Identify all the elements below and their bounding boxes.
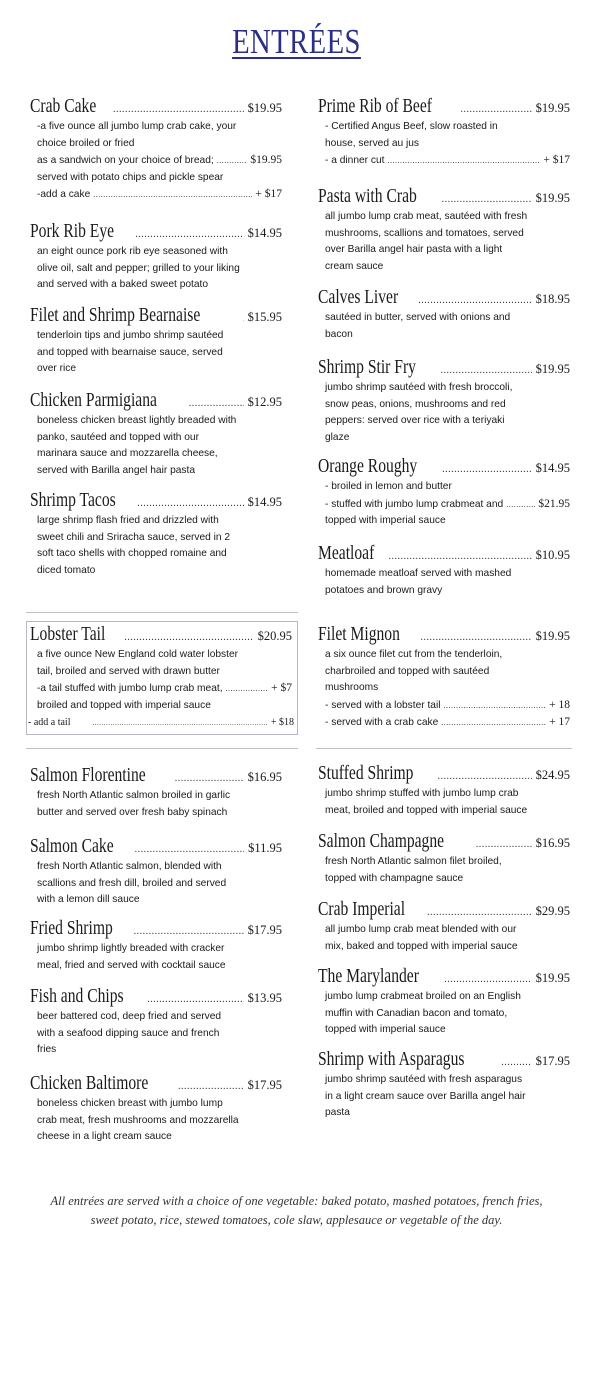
menu-item-header bbox=[30, 221, 282, 243]
menu-item-chicken-parmigiana bbox=[30, 390, 282, 479]
menu-item-header bbox=[30, 490, 282, 512]
dot-leader bbox=[178, 1081, 244, 1092]
description-line: scallions and fresh dill, broiled and served bbox=[37, 877, 227, 889]
menu-item-name: Chicken Baltimore bbox=[30, 1073, 149, 1094]
menu-item-name: Pasta with Crab bbox=[318, 186, 417, 207]
description-line: beer battered cod, deep fried and served bbox=[37, 1011, 222, 1022]
description-line bbox=[325, 714, 570, 732]
menu-item-description bbox=[325, 647, 570, 732]
menu-item-description bbox=[37, 513, 282, 579]
description-line: served with potato chips and pickle spear bbox=[37, 171, 224, 183]
menu-item-filet-and-shrimp-bearnaise bbox=[30, 305, 282, 378]
menu-item-pasta-with-crab bbox=[318, 186, 570, 275]
page-title: ENTRÉES bbox=[232, 22, 361, 61]
description-line bbox=[37, 152, 282, 170]
dot-leader bbox=[476, 839, 532, 850]
option-price: $21.95 bbox=[538, 497, 570, 510]
description-line: butter and served over fresh baby spinach bbox=[37, 806, 228, 818]
menu-item-description bbox=[37, 413, 282, 479]
dot-leader bbox=[441, 365, 532, 376]
menu-item-name: The Marylander bbox=[318, 966, 419, 987]
menu-item-description bbox=[325, 479, 570, 530]
menu-item-price: $17.95 bbox=[535, 1054, 570, 1068]
dot-leader bbox=[461, 104, 532, 115]
menu-item-price: $14.95 bbox=[247, 226, 282, 240]
menu-item-description bbox=[325, 854, 570, 887]
menu-item-name: Salmon Champagne bbox=[318, 831, 445, 852]
description-line: large shrimp flash fried and drizzled with bbox=[37, 515, 219, 526]
description-line: sweet chili and Sriracha sauce, served in 2 bbox=[37, 531, 231, 543]
description-line: jumbo lump crabmeat broiled on an English bbox=[325, 991, 521, 1002]
description-line: in a light cream sauce over Barilla angel hair bbox=[325, 1090, 526, 1102]
description-line: jumbo shrimp lightly breaded with cracker bbox=[37, 943, 225, 954]
menu-item-description bbox=[325, 786, 570, 819]
description-line: potatoes and brown gravy bbox=[325, 584, 443, 596]
menu-item-name: Pork Rib Eye bbox=[30, 221, 115, 242]
option-text: -a tail stuffed with jumbo lump crab meat, bbox=[37, 683, 223, 694]
option-text: - served with a crab cake bbox=[325, 717, 439, 728]
description-line: a five ounce New England cold water lobster bbox=[37, 649, 239, 660]
menu-item-price: $17.95 bbox=[247, 1078, 282, 1092]
menu-item-meatloaf bbox=[318, 543, 570, 599]
description-line: a six ounce filet cut from the tenderloin, bbox=[325, 649, 503, 660]
section-divider bbox=[26, 748, 298, 749]
description-line bbox=[325, 152, 570, 170]
section-divider bbox=[316, 748, 572, 749]
menu-item-filet-mignon bbox=[318, 624, 570, 732]
description-line: cream sauce bbox=[325, 260, 384, 272]
dot-leader bbox=[441, 715, 546, 732]
dot-leader bbox=[175, 773, 244, 784]
description-line: pasta bbox=[325, 1107, 350, 1118]
footer-line-2: sweet potato, rice, stewed tomatoes, cole slaw, applesauce or vegetable of the day. bbox=[90, 1213, 503, 1227]
menu-item-salmon-florentine bbox=[30, 765, 282, 821]
menu-item-price: $19.95 bbox=[535, 101, 570, 115]
menu-item-description bbox=[37, 119, 282, 204]
description-line: diced tomato bbox=[37, 564, 96, 576]
description-line: muffin with Canadian bacon and tomato, bbox=[325, 1007, 508, 1019]
dot-leader bbox=[387, 153, 540, 170]
menu-item-description bbox=[325, 566, 570, 599]
dot-leader bbox=[444, 974, 531, 985]
menu-item-price: $14.95 bbox=[535, 461, 570, 475]
menu-item-calves-liver bbox=[318, 287, 570, 343]
menu-item-shrimp-tacos bbox=[30, 490, 282, 579]
description-line: tenderloin tips and jumbo shrimp sautéed bbox=[37, 330, 224, 341]
dot-leader bbox=[217, 153, 248, 170]
menu-item-header bbox=[318, 831, 570, 853]
description-line: meal, fried and served with cocktail sauce bbox=[37, 959, 226, 971]
menu-item-name: Crab Cake bbox=[30, 96, 97, 117]
description-line: jumbo shrimp sautéed with fresh broccoli, bbox=[325, 382, 513, 393]
dot-leader bbox=[134, 926, 244, 937]
menu-item-header bbox=[30, 96, 282, 118]
description-line bbox=[325, 697, 570, 715]
dot-leader bbox=[442, 464, 531, 475]
description-line: mushrooms bbox=[325, 682, 379, 693]
menu-item-header bbox=[318, 966, 570, 988]
footer-note bbox=[20, 1192, 573, 1230]
menu-item-price: $14.95 bbox=[247, 495, 282, 509]
dot-leader bbox=[442, 194, 532, 205]
menu-item-header bbox=[30, 1073, 282, 1095]
menu-item-description bbox=[37, 859, 282, 909]
dot-leader bbox=[124, 632, 253, 643]
menu-item-header bbox=[30, 390, 282, 412]
menu-item-description bbox=[325, 119, 570, 170]
dot-leader bbox=[437, 771, 531, 782]
dot-leader bbox=[421, 632, 532, 643]
menu-item-header bbox=[30, 765, 282, 787]
option-price: + $17 bbox=[543, 154, 570, 166]
menu-item-price: $20.95 bbox=[257, 629, 292, 643]
description-line: - Certified Angus Beef, slow roasted in bbox=[325, 121, 498, 132]
dot-leader bbox=[243, 313, 244, 324]
menu-item-name: Calves Liver bbox=[318, 287, 399, 308]
description-line: sautéed in butter, served with onions and bbox=[325, 312, 511, 323]
description-line: glaze bbox=[325, 431, 350, 443]
description-line: meat, broiled and topped with imperial sauce bbox=[325, 804, 528, 816]
menu-item-name: Salmon Florentine bbox=[30, 765, 146, 786]
menu-item-name: Fish and Chips bbox=[30, 986, 124, 1007]
menu-item-header bbox=[318, 543, 570, 565]
menu-item-crab-imperial bbox=[318, 899, 570, 955]
option-text: - served with a lobster tail bbox=[325, 699, 441, 711]
option-price: + 18 bbox=[549, 698, 570, 711]
menu-item-name: Orange Roughy bbox=[318, 456, 418, 477]
menu-item-header bbox=[30, 986, 282, 1008]
option-price: + $17 bbox=[255, 188, 282, 200]
add-tail-text: - add a tail bbox=[28, 717, 71, 728]
menu-item-description bbox=[37, 328, 282, 378]
menu-item-description bbox=[37, 1096, 282, 1146]
add-tail-line bbox=[28, 717, 294, 728]
menu-item-name: Shrimp with Asparagus bbox=[318, 1049, 465, 1070]
menu-item-prime-rib-of-beef bbox=[318, 96, 570, 170]
menu-item-description bbox=[325, 922, 570, 955]
menu-item-shrimp-with-asparagus bbox=[318, 1049, 570, 1122]
dot-leader bbox=[189, 398, 244, 409]
description-line: homemade meatloaf served with mashed bbox=[325, 568, 512, 579]
footer-line-1: All entrées are served with a choice of one vegetable: baked potato, mashed potatoes, french fries, bbox=[50, 1194, 543, 1208]
menu-item-name: Lobster Tail bbox=[30, 624, 106, 645]
menu-item-header bbox=[318, 763, 570, 785]
menu-item-price: $13.95 bbox=[247, 991, 282, 1005]
menu-item-price: $19.95 bbox=[535, 362, 570, 376]
menu-item-price: $16.95 bbox=[247, 770, 282, 784]
menu-item-name: Stuffed Shrimp bbox=[318, 763, 414, 784]
menu-item-name: Meatloaf bbox=[318, 543, 375, 564]
description-line: and served with a baked sweet potato bbox=[37, 279, 209, 290]
description-line: panko, sautéed and topped with our bbox=[37, 431, 199, 443]
section-divider bbox=[26, 612, 298, 613]
description-line: crab meat, fresh mushrooms and mozzarella bbox=[37, 1114, 239, 1126]
dot-leader bbox=[389, 551, 532, 562]
menu-item-header bbox=[30, 305, 282, 327]
menu-item-description bbox=[325, 310, 570, 343]
option-text: - a dinner cut bbox=[325, 155, 385, 166]
menu-item-name: Shrimp Stir Fry bbox=[318, 357, 416, 378]
menu-item-header bbox=[30, 624, 292, 646]
menu-item-description bbox=[325, 989, 570, 1039]
menu-item-fried-shrimp bbox=[30, 918, 282, 974]
dot-leader bbox=[226, 681, 269, 698]
menu-item-shrimp-stir-fry bbox=[318, 357, 570, 446]
menu-item-salmon-cake bbox=[30, 836, 282, 909]
description-line: boneless chicken breast lightly breaded with bbox=[37, 415, 237, 426]
description-line: jumbo shrimp stuffed with jumbo lump crab bbox=[325, 788, 519, 799]
description-line: fresh North Atlantic salmon broiled in garlic bbox=[37, 790, 231, 801]
description-line: topped with champagne sauce bbox=[325, 872, 464, 884]
menu-item-orange-roughy bbox=[318, 456, 570, 530]
menu-item-lobster-tail bbox=[30, 624, 292, 714]
description-line: fries bbox=[37, 1044, 57, 1055]
description-line: over Barilla angel hair pasta with a light bbox=[325, 244, 503, 255]
dot-leader bbox=[147, 994, 243, 1005]
menu-item-description bbox=[37, 788, 282, 821]
option-price: + $7 bbox=[271, 682, 292, 694]
dot-leader bbox=[427, 907, 532, 918]
description-line: boneless chicken breast with jumbo lump bbox=[37, 1098, 223, 1109]
description-line: topped with imperial sauce bbox=[325, 515, 446, 526]
menu-item-chicken-baltimore bbox=[30, 1073, 282, 1146]
menu-item-header bbox=[318, 1049, 570, 1071]
menu-item-description bbox=[37, 244, 282, 294]
menu-item-description bbox=[37, 1009, 282, 1059]
description-line: with a lemon dill sauce bbox=[37, 894, 140, 905]
description-line: served with Barilla angel hair pasta bbox=[37, 464, 195, 476]
menu-item-name: Fried Shrimp bbox=[30, 918, 113, 939]
description-line bbox=[325, 496, 570, 514]
menu-item-price: $19.95 bbox=[535, 191, 570, 205]
description-line: house, served au jus bbox=[325, 137, 420, 149]
dot-leader bbox=[444, 698, 547, 715]
description-line: all jumbo lump crab meat blended with our bbox=[325, 924, 517, 935]
menu-item-description bbox=[37, 647, 292, 714]
menu-item-stuffed-shrimp bbox=[318, 763, 570, 819]
option-text: -add a cake bbox=[37, 189, 91, 200]
menu-item-salmon-champagne bbox=[318, 831, 570, 887]
description-line: -a five ounce all jumbo lump crab cake, your bbox=[37, 121, 237, 132]
menu-item-price: $10.95 bbox=[535, 548, 570, 562]
menu-item-price: $17.95 bbox=[247, 923, 282, 937]
menu-item-header bbox=[318, 899, 570, 921]
dot-leader bbox=[135, 844, 244, 855]
option-text: - stuffed with jumbo lump crabmeat and bbox=[325, 498, 504, 510]
description-line: cheese in a light cream sauce bbox=[37, 1131, 172, 1142]
description-line: mushrooms, scallions and tomatoes, served bbox=[325, 227, 524, 239]
menu-item-name: Crab Imperial bbox=[318, 899, 406, 920]
menu-item-price: $19.95 bbox=[535, 971, 570, 985]
description-line: and topped with bearnaise sauce, served bbox=[37, 346, 223, 358]
dot-leader bbox=[92, 719, 266, 727]
menu-item-header bbox=[318, 96, 570, 118]
option-price: $19.95 bbox=[250, 154, 282, 166]
description-line: peppers: served over rice with a teriyaki bbox=[325, 415, 505, 426]
menu-item-description bbox=[37, 941, 282, 974]
description-line: with a seafood dipping sauce and french bbox=[37, 1027, 220, 1039]
description-line: broiled and topped with imperial sauce bbox=[37, 699, 211, 711]
menu-item-header bbox=[318, 287, 570, 309]
menu-item-header bbox=[318, 624, 570, 646]
menu-item-the-marylander bbox=[318, 966, 570, 1039]
option-text: as a sandwich on your choice of bread; bbox=[37, 155, 214, 166]
dot-leader bbox=[113, 104, 244, 115]
description-line bbox=[37, 680, 292, 698]
menu-item-name: Filet and Shrimp Bearnaise bbox=[30, 305, 201, 326]
option-price: + 17 bbox=[549, 716, 570, 728]
add-tail-price: + $18 bbox=[270, 717, 294, 728]
menu-item-price: $16.95 bbox=[535, 836, 570, 850]
menu-item-header bbox=[30, 918, 282, 940]
description-line: jumbo shrimp sautéed with fresh asparagus bbox=[325, 1074, 523, 1085]
description-line: soft taco shells with chopped romaine and bbox=[37, 548, 227, 559]
description-line: snow peas, onions, mushrooms and red bbox=[325, 398, 506, 410]
description-line: choice broiled or fried bbox=[37, 137, 135, 149]
dot-leader bbox=[418, 295, 531, 306]
menu-item-description bbox=[325, 380, 570, 446]
menu-item-name: Shrimp Tacos bbox=[30, 490, 116, 511]
menu-item-header bbox=[318, 186, 570, 208]
menu-item-description bbox=[325, 209, 570, 275]
description-line: fresh North Atlantic salmon, blended with bbox=[37, 861, 222, 872]
dot-leader bbox=[137, 498, 243, 509]
description-line: bacon bbox=[325, 328, 353, 340]
menu-item-price: $29.95 bbox=[535, 904, 570, 918]
menu-item-name: Chicken Parmigiana bbox=[30, 390, 157, 411]
menu-item-price: $19.95 bbox=[535, 629, 570, 643]
menu-item-description bbox=[325, 1072, 570, 1122]
description-line: topped with imperial sauce bbox=[325, 1024, 446, 1035]
menu-item-name: Filet Mignon bbox=[318, 624, 400, 645]
description-line: charbroiled and topped with sautéed bbox=[325, 665, 490, 677]
menu-item-header bbox=[318, 456, 570, 478]
menu-item-price: $12.95 bbox=[247, 395, 282, 409]
menu-item-crab-cake bbox=[30, 96, 282, 204]
description-line bbox=[37, 186, 282, 204]
dot-leader bbox=[506, 497, 535, 514]
menu-item-pork-rib-eye bbox=[30, 221, 282, 294]
dot-leader bbox=[501, 1057, 531, 1068]
description-line: mix, baked and topped with imperial sauce bbox=[325, 940, 518, 952]
description-line: olive oil, salt and pepper; grilled to your liking bbox=[37, 262, 240, 274]
description-line: tail, broiled and served with drawn butter bbox=[37, 665, 220, 677]
description-line: - broiled in lemon and butter bbox=[325, 481, 452, 492]
dot-leader bbox=[135, 229, 243, 240]
description-line: marinara sauce and mozzarella cheese, bbox=[37, 448, 218, 459]
menu-item-header bbox=[318, 357, 570, 379]
menu-item-price: $11.95 bbox=[248, 841, 282, 855]
menu-item-price: $18.95 bbox=[535, 292, 570, 306]
menu-item-price: $15.95 bbox=[247, 310, 282, 324]
menu-item-name: Prime Rib of Beef bbox=[318, 96, 432, 117]
menu-item-price: $24.95 bbox=[535, 768, 570, 782]
description-line: an eight ounce pork rib eye seasoned with bbox=[37, 246, 228, 257]
description-line: fresh North Atlantic salmon filet broiled, bbox=[325, 856, 502, 867]
menu-item-name: Salmon Cake bbox=[30, 836, 114, 857]
description-line: all jumbo lump crab meat, sautéed with fresh bbox=[325, 211, 528, 222]
dot-leader bbox=[93, 187, 252, 204]
menu-item-header bbox=[30, 836, 282, 858]
menu-item-price: $19.95 bbox=[247, 101, 282, 115]
menu-item-fish-and-chips bbox=[30, 986, 282, 1059]
description-line: over rice bbox=[37, 363, 77, 374]
